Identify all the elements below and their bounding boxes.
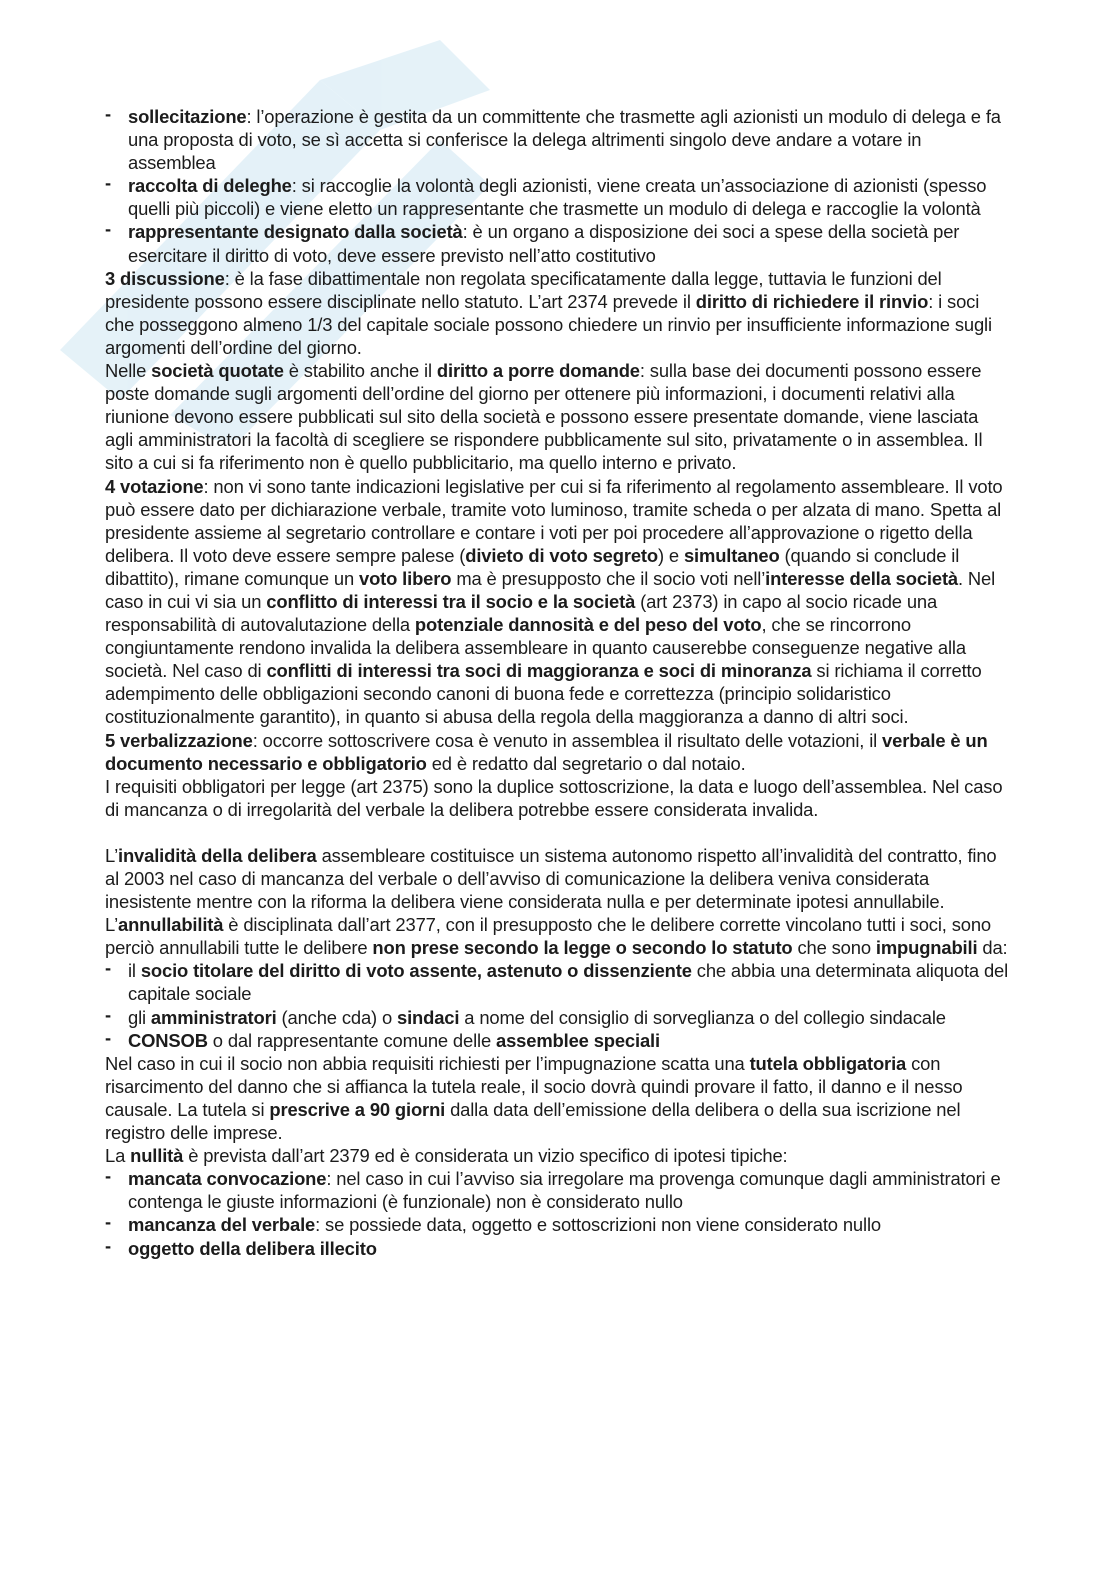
paragraph-votazione: 4 votazione: non vi sono tante indicazioni legislative per cui si fa riferimento al regolamento assembleare. Il voto può essere dato per dichiarazione verbale, tramite voto luminoso, tramite scheda o per alzata di mano. Spetta al presidente assieme al segretario controllare e contare i voti per poi procedere all’approvazione o rigetto della delibera. Il voto deve essere sempre palese (divieto di voto segreto) e simultaneo (quando si conclude il dibattito), rimane comunque un voto libero ma è presupposto che il socio voti nell’interesse della società. Nel caso in cui vi sia un conflitto di interessi tra il socio e la società (art 2373) in capo al socio ricade una responsabilità di autovalutazione della potenziale dannosità e del peso del voto, che se rincorrono congiuntamente rendono invalida la delibera assembleare in quanto causerebbe conseguenze negative alla società. Nel caso di conflitti di interessi tra soci di maggioranza e soci di minoranza si richiama il corretto adempimento delle obbligazioni secondo canoni di buona fede e correttezza (principio solidaristico costituzionalmente garantito), in quanto si abusa della regola della maggioranza a danno di altri soci.	[105, 475, 1003, 728]
bullet-dash: -	[105, 1211, 111, 1233]
bullet-dash: -	[105, 218, 111, 240]
paragraph-nullita: La nullità è prevista dall’art 2379 ed è considerata un vizio specifico di ipotesi tipiche:	[105, 1145, 788, 1167]
document-body	[105, 105, 1010, 1260]
bullet-dash: -	[105, 1003, 111, 1025]
term: rappresentante designato dalla società	[128, 221, 463, 243]
bullet-dash: -	[105, 957, 111, 979]
term: raccolta di deleghe	[128, 175, 292, 197]
list-item: - rappresentante designato dalla società: è un organo a disposizione dei soci a spese della società per esercitare il diritto di voto, deve essere previsto nell’atto costitutivo	[105, 218, 960, 266]
list-item: - il socio titolare del diritto di voto assente, astenuto o dissenziente che abbia una determinata aliquota del capitale sociale	[105, 957, 1009, 1005]
paragraph-discussione: 3 discussione: è la fase dibattimentale non regolata specificatamente dalla legge, tuttavia le funzioni del presidente possono essere disciplinate nello statuto. L’art 2374 prevede il diritto di richiedere il rinvio: i soci che posseggono almeno 1/3 del capitale sociale possono chiedere un rinvio per insufficiente informazione sugli argomenti dell’ordine del giorno.	[105, 267, 992, 358]
bullet-dash: -	[105, 1026, 111, 1048]
bullet-dash: -	[105, 1234, 111, 1256]
paragraph-societa-quotate: Nelle società quotate è stabilito anche il diritto a porre domande: sulla base dei documenti possono essere poste domande sugli argomenti dell’ordine del giorno per ottenere più informazioni, i documenti relativi alla riunione devono essere pubblicati sul sito della società e possono essere presentate domande, viene lasciata agli amministratori la facoltà di scegliere se rispondere pubblicamente sul sito, privatamente o in assemblea. Il sito a cui si fa riferimento non è quello pubblicitario, ma quello interno e privato.	[105, 360, 983, 474]
bullet-dash: -	[105, 103, 111, 124]
paragraph-annullabilita: L’annullabilità è disciplinata dall’art 2377, con il presupposto che le delibere corrette vincolano tutti i soci, sono perciò annullabili tutte le delibere non prese secondo la legge o secondo lo statuto che sono impugnabili da:	[105, 914, 1008, 959]
blank-line	[105, 821, 1010, 844]
list-item: - sollecitazione: l’operazione è gestita da un committente che trasmette agli azionisti un modulo di delega e fa una proposta di voto, se sì accetta si conferisce la delega altrimenti singolo deve andare a votare in assemblea	[105, 103, 1001, 174]
list-item: - gli amministratori (anche cda) o sindaci a nome del consiglio di sorveglianza o del collegio sindacale	[105, 1003, 946, 1028]
bullet-dash: -	[105, 172, 111, 194]
list-item: - CONSOB o dal rappresentante comune delle assemblee speciali	[105, 1026, 660, 1051]
list-item: - mancanza del verbale: se possiede data, oggetto e sottoscrizioni non viene considerato nullo	[105, 1211, 881, 1236]
paragraph-verbalizzazione: 5 verbalizzazione: occorre sottoscrivere cosa è venuto in assemblea il risultato delle votazioni, il verbale è un documento necessario e obbligatorio ed è redatto dal segretario o dal notaio.	[105, 729, 988, 774]
paragraph-tutela: Nel caso in cui il socio non abbia requisiti richiesti per l’impugnazione scatta una tutela obbligatoria con risarcimento del danno che si affianca la tutela reale, il socio dovrà quindi provare il fatto, il danno e il nesso causale. La tutela si prescrive a 90 giorni dalla data dell’emissione della delibera o della sua iscrizione nel registro delle imprese.	[105, 1052, 963, 1144]
list-item: - mancata convocazione: nel caso in cui l’avviso sia irregolare ma provenga comunque dagli amministratori e contenga le giuste informazioni (è funzionale) non è considerato nullo	[105, 1165, 1001, 1213]
bullet-dash: -	[105, 1165, 111, 1187]
paragraph-requisiti: I requisiti obbligatori per legge (art 2375) sono la duplice sottoscrizione, la data e luogo dell’assemblea. Nel caso di mancanza o di irregolarità del verbale la delibera potrebbe essere considerata invalida.	[105, 775, 1003, 820]
paragraph-invalidita: L’invalidità della delibera assembleare costituisce un sistema autonomo rispetto all’invalidità del contratto, fino al 2003 nel caso di mancanza del verbale o dell’avviso di comunicazione la delibera veniva considerata inesistente mentre con la riforma la delibera viene considerata nulla e per determinate ipotesi annullabile.	[105, 844, 997, 913]
list-item: - raccolta di deleghe: si raccoglie la volontà degli azionisti, viene creata un’associazione di azionisti (spesso quelli più piccoli) e viene eletto un rappresentante che trasmette un modulo di delega e raccoglie la volontà	[105, 172, 987, 220]
list-item: - oggetto della delibera illecito	[105, 1234, 377, 1259]
term: sollecitazione	[128, 106, 247, 127]
